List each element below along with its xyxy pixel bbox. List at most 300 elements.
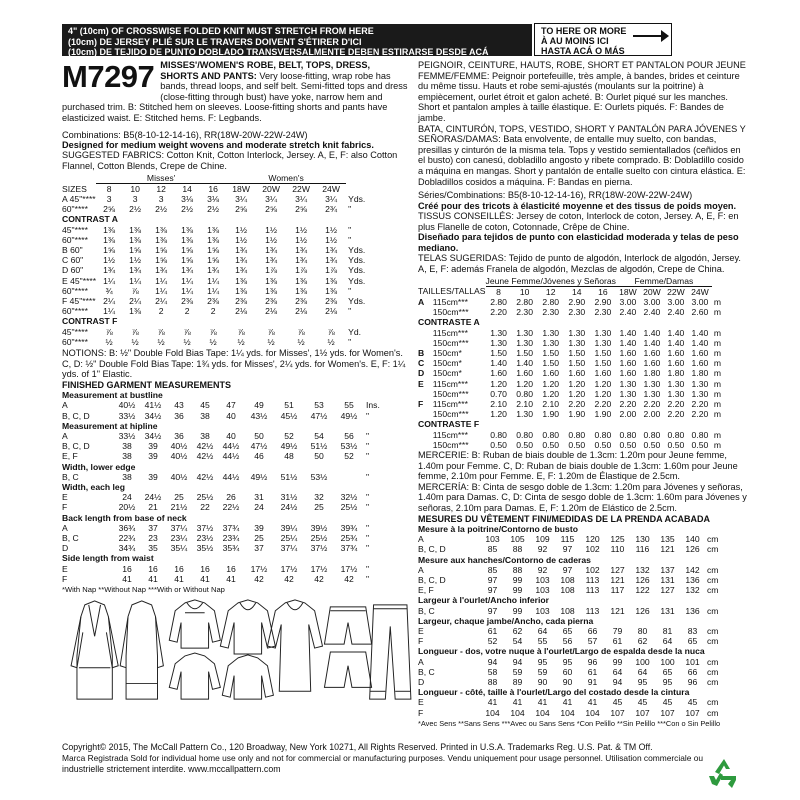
measurement-value: 41: [200, 573, 210, 584]
mesure-subheader: Mesure à la poitrine/Contorno de busto: [418, 523, 578, 534]
mesure-value: 80: [637, 625, 648, 636]
measurement-value: 25¼: [280, 533, 298, 544]
yardage-row: [62, 225, 365, 235]
metrage-unit: m: [713, 368, 722, 379]
measurement-value: 53: [314, 400, 324, 411]
pants-f-illustration: [370, 605, 411, 699]
mesure-subheader: Largeur, chaque jambe/Ancho, cada pierna: [418, 615, 594, 626]
yardage-value: 1½: [265, 234, 278, 245]
yardage-value: 1⅝: [207, 255, 220, 266]
metrage-value: 1.20: [594, 388, 612, 399]
yardage-unit: ": [348, 285, 352, 296]
metrage-value: 1.50: [594, 347, 612, 358]
mesure-value: 135: [660, 534, 675, 545]
mesure-value: 96: [587, 656, 598, 667]
metrage-value: 0.80: [691, 429, 709, 440]
metrage-value: 2.90: [568, 296, 586, 307]
metrage-value: 1.40: [490, 358, 507, 369]
yardage-value: 1½: [235, 234, 248, 245]
yardage-value: 1½: [265, 224, 278, 235]
yardage-value: 1⅝: [155, 255, 168, 266]
measurement-row: [62, 543, 380, 553]
mesure-value: 132: [685, 585, 700, 596]
yardage-value: 1⅜: [181, 224, 194, 235]
yardage-unit: ": [348, 204, 352, 215]
taille-header: 14: [572, 286, 582, 297]
yardage-value: 1¾: [265, 255, 278, 266]
measurement-value: 17½: [310, 563, 328, 574]
measurement-value: 49: [254, 400, 264, 411]
copyright-line: Copyright© 2015, The McCall Pattern Co., 120 Broadway, New York 10271, All Rights Reserved. Printed in U.S.A. Trademarks Reg. U.S. Pat. & TM Off.: [62, 742, 653, 752]
yardage-value: 1½: [325, 224, 338, 235]
yardage-value: 1⅝: [181, 244, 194, 255]
yardage-value: 2⅜: [265, 296, 278, 306]
yardage-value: 1⅝: [155, 244, 168, 255]
yardage-value: 2½: [207, 204, 220, 215]
yardage-row: [62, 286, 365, 296]
yardage-value: ½: [327, 336, 335, 347]
mesure-value: 108: [560, 605, 575, 616]
mesure-value: 65: [687, 636, 698, 647]
metrage-value: 1.50: [516, 347, 533, 358]
mesure-value: 81: [662, 625, 673, 636]
yardage-value: 1⅜: [325, 275, 338, 286]
mesure-row: [418, 667, 718, 677]
measurement-value: 21: [148, 502, 158, 513]
mesure-unit: cm: [707, 697, 719, 708]
measurement-value: 35½: [196, 543, 214, 554]
mesure-value: 57: [587, 636, 598, 647]
mesure-row: [418, 636, 718, 646]
metrage-value: 1.60: [691, 358, 709, 369]
metrage-value: 1.40: [619, 337, 637, 348]
metrage-value: 1.50: [542, 347, 560, 358]
measurement-value: 37½: [310, 543, 328, 554]
measurement-value: 25½: [196, 492, 214, 503]
mesure-value: 94: [512, 656, 523, 667]
yardage-value: 3: [132, 193, 138, 204]
mesure-value: 117: [610, 585, 625, 596]
metrage-value: 0.50: [594, 439, 612, 450]
mesure-label: B, C, D: [418, 544, 446, 555]
measurement-value: 38: [200, 431, 210, 442]
metrage-value: 1.40: [667, 327, 685, 338]
yardage-value: 2⅜: [325, 296, 338, 306]
measurement-value: 39: [148, 471, 158, 482]
size-header: 12: [156, 183, 166, 194]
yardage-value: 2: [184, 306, 190, 317]
mesure-unit: cm: [707, 625, 719, 636]
measurement-value: 43½: [250, 410, 268, 421]
metrage-value: 1.60: [619, 358, 637, 369]
metrage-view: A: [418, 296, 425, 307]
metrage-value: 0.80: [516, 388, 533, 399]
measurement-row: [62, 411, 380, 421]
taille-header: 12: [545, 286, 556, 297]
metrage-unit: m: [713, 347, 722, 358]
yardage-unit: Yds.: [348, 255, 366, 266]
yardage-value: 2⅜: [295, 296, 308, 306]
measurement-value: 52: [344, 451, 354, 462]
measurement-unit: ": [366, 431, 370, 442]
measurement-value: 52: [284, 431, 294, 442]
mesure-value: 97: [487, 585, 498, 596]
yardage-unit: Yds.: [348, 193, 366, 204]
yardage-value: ⅞: [131, 326, 139, 337]
yardage-value: 2⅛: [295, 306, 308, 317]
measurement-value: 51½: [310, 441, 328, 452]
measurement-value: 49½: [280, 441, 298, 452]
metrage-subheader: CONTRASTE A: [418, 317, 480, 328]
mesure-unit: cm: [707, 564, 719, 575]
mesure-subheader: Longueur - dos, votre nuque à l'ourlet/Largo de espalda desde la nuca: [418, 646, 705, 657]
measurement-unit: ": [366, 492, 370, 503]
metrage-width: 150cm***: [432, 409, 469, 420]
measurement-value: 36: [174, 410, 184, 421]
measurement-value: 45½: [280, 410, 298, 421]
measurement-label: D: [62, 543, 69, 554]
yardage-unit: Yd.: [348, 326, 362, 337]
mesure-row: [418, 606, 718, 616]
measurement-label: A: [62, 400, 68, 411]
stretch-gauge-box: [534, 23, 672, 56]
yardage-value: 2¾: [325, 204, 338, 215]
metrage-value: 1.20: [516, 378, 533, 389]
metrage-width: 150cm*: [432, 368, 462, 379]
website-line: industrielle strictement interdite. www.mccallpattern.com: [62, 764, 281, 774]
metrage-unit: m: [713, 296, 722, 307]
metrage-value: 1.90: [542, 409, 560, 420]
metrage-value: 1.20: [490, 378, 507, 389]
yardage-value: 3: [158, 193, 164, 204]
metrage-value: 0.50: [691, 439, 709, 450]
mesure-label: F: [418, 636, 424, 647]
metrage-value: 2.60: [691, 307, 709, 318]
measurement-value: 22½: [222, 502, 240, 513]
yardage-value: 1⅜: [265, 275, 278, 286]
taille-header: 22W: [667, 286, 685, 297]
measurement-value: 31: [254, 492, 264, 503]
yardage-value: 1¼: [181, 275, 194, 286]
mesure-value: 113: [585, 605, 600, 616]
mesure-row: [418, 697, 718, 707]
metrage-value: 2.20: [691, 409, 709, 420]
metrage-unit: m: [713, 409, 722, 420]
mesure-value: 92: [537, 564, 548, 575]
metrage-row: [418, 297, 721, 307]
measurement-value: 25: [254, 533, 264, 544]
metrage-value: 1.40: [619, 327, 637, 338]
yardage-label: D 60": [62, 265, 84, 276]
mesure-value: 100: [635, 656, 650, 667]
yardage-row: [62, 327, 365, 337]
mesure-value: 101: [685, 656, 700, 667]
yardage-value: 1⅝: [181, 255, 194, 266]
metrage-row: [418, 348, 721, 358]
yardage-value: 1⅜: [235, 285, 248, 296]
mesure-value: 91: [587, 676, 598, 687]
yardage-label: C 60": [62, 255, 84, 266]
measurement-value: 24: [122, 492, 132, 503]
notions: NOTIONS: B: ½" Double Fold Bias Tape: 1¼ yds. for Misses', 1½ yds. for Women's. C, D: ½" Double Fold Bias Tape: 1¾ yds. for Misses', 2¼ yds. for Women's. E, F: 1¼ yds. of 1" Elastic.: [62, 348, 406, 380]
yardage-value: 2⅝: [295, 204, 308, 215]
yardage-unit: Yds.: [348, 265, 366, 276]
mesure-value: 126: [635, 605, 650, 616]
metrage-value: 2.00: [619, 409, 637, 420]
yardage-unit: Yds.: [348, 296, 366, 306]
mesure-row: [418, 595, 718, 605]
metrage-value: 1.40: [667, 337, 685, 348]
mesure-value: 103: [535, 585, 550, 596]
mesure-label: B, C, D: [418, 574, 446, 585]
yardage-value: 1⅝: [129, 244, 142, 255]
measurement-value: 40½: [170, 471, 188, 482]
metrage-value: 1.20: [490, 409, 507, 420]
mesure-unit: cm: [707, 656, 719, 667]
mesure-row: [418, 565, 718, 575]
metrage-value: 0.80: [667, 429, 685, 440]
metrage-value: 1.30: [542, 327, 560, 338]
measurement-value: 37: [254, 543, 264, 554]
yardage-value: 2: [158, 306, 164, 317]
metrage-row: [418, 358, 721, 368]
mesure-unit: cm: [707, 534, 719, 545]
metrage-value: 3.00: [667, 296, 685, 307]
mesure-row: [418, 524, 718, 534]
metrage-view: [418, 389, 433, 399]
measurement-value: 23½: [196, 533, 214, 544]
measurement-value: 22¾: [118, 533, 136, 544]
metrage-value: 1.30: [516, 337, 533, 348]
measurement-row: [62, 441, 380, 451]
mesure-value: 132: [635, 564, 650, 575]
description-title: MISSES'/WOMEN'S ROBE, BELT, TOPS, DRESS, SHORTS AND PANTS:: [160, 60, 371, 81]
metrage-value: 1.50: [542, 358, 560, 369]
mesure-value: 62: [512, 625, 523, 636]
measurement-value: 26: [226, 492, 236, 503]
mesure-value: 58: [487, 666, 498, 677]
yardage-value: 1⅞: [295, 265, 308, 276]
yardage-value: ⅞: [209, 326, 217, 337]
metrage-row: [418, 379, 721, 389]
yardage-value: 1½: [295, 234, 308, 245]
measurement-value: 16: [148, 563, 158, 574]
measurement-value: 24½: [280, 502, 298, 513]
yardage-value: 1¾: [235, 244, 248, 255]
yardage-value: 2⅜: [235, 296, 248, 306]
to-here-line: HASTA ACÁ O MÁS: [541, 46, 625, 57]
mesure-value: 107: [685, 707, 700, 718]
taille-header: 24W: [691, 286, 709, 297]
mesure-value: 136: [685, 605, 700, 616]
mesure-subheader: Longueur - côté, taille à l'ourlet/Largo del costado desde la cintura: [418, 687, 690, 698]
metrage-value: 1.30: [619, 388, 637, 399]
metrage-value: 1.60: [643, 358, 661, 369]
finished-measurements-table: [62, 390, 380, 584]
yardage-value: 2¼: [103, 296, 116, 306]
measurement-value: 16: [200, 563, 210, 574]
mesure-label: B, C: [418, 605, 435, 616]
telas-sugeridas: TELAS SUGERIDAS: Tejido de punto de algodón, Interlock de algodón, Jersey. A, E, F: además Franela de algodón, Mezclas de algodón, Crepe de China.: [418, 253, 741, 274]
metrage-value: 2.30: [568, 307, 586, 318]
metrage-width: 150cm***: [432, 337, 469, 348]
metrage-value: 1.60: [516, 368, 533, 379]
mesure-value: 88: [512, 544, 523, 555]
measurement-unit: ": [366, 441, 370, 452]
measurement-value: 38: [122, 441, 132, 452]
mesure-label: F: [418, 707, 424, 718]
yardage-table: [62, 173, 365, 347]
unit-col: [712, 286, 721, 297]
yardage-value: 1⅜: [155, 224, 168, 235]
metrage-value: 0.50: [568, 439, 586, 450]
mesure-value: 83: [687, 625, 698, 636]
yardage-value: 2⅛: [235, 306, 248, 317]
measurement-value: 39: [254, 522, 264, 533]
measurement-value: 44½: [222, 471, 240, 482]
metrage-value: 1.20: [568, 378, 586, 389]
yardage-value: 2⅜: [181, 296, 194, 306]
measurement-value: 50: [314, 451, 324, 462]
measurement-value: 21½: [170, 502, 188, 513]
measurement-value: 20½: [118, 502, 136, 513]
mesure-value: 126: [685, 544, 700, 555]
measurement-value: 37¾: [222, 522, 240, 533]
metrage-width: 115cm***: [432, 398, 468, 409]
metrage-value: 1.30: [667, 378, 685, 389]
measurement-value: 25½: [310, 533, 328, 544]
measurement-value: 39¾: [340, 522, 358, 533]
metrage-value: 1.60: [667, 358, 685, 369]
metrage-value: 2.10: [516, 398, 533, 409]
yardage-value: 2½: [181, 204, 194, 215]
metrage-width: 115cm***: [432, 327, 468, 338]
measurement-value: 45: [200, 400, 210, 411]
measurement-value: 17½: [340, 563, 358, 574]
metrage-unit: m: [713, 327, 722, 338]
measurement-value: 53½: [340, 441, 358, 452]
mesure-value: 79: [612, 625, 623, 636]
banner-line: (10cm) DE TEJIDO DE PUNTO DOBLADO TRANSVERSALMENTE DEBEN ESTIRARSE DESDE ACÁ: [68, 47, 489, 58]
measurement-value: 17½: [250, 563, 268, 574]
mesure-value: 66: [687, 666, 698, 677]
measurement-value: 39: [148, 441, 158, 452]
taille-header: 8: [496, 286, 501, 297]
to-here-line: TO HERE OR MORE: [541, 26, 627, 36]
measurement-label: E, F: [62, 451, 78, 462]
metrage-value: 0.50: [643, 439, 661, 450]
yardage-value: ⅞: [157, 326, 165, 337]
metrage-row: [418, 328, 721, 338]
metrage-value: 1.30: [568, 337, 586, 348]
yardage-label: E 45"****: [62, 275, 97, 286]
metrage-value: 1.60: [490, 368, 507, 379]
french-spanish-column: [418, 60, 750, 729]
metrage-value: 1.40: [691, 327, 709, 338]
garment-illustrations: [62, 597, 417, 707]
yardage-row: [62, 316, 365, 326]
measurement-value: 55: [344, 400, 354, 411]
measurement-value: 38: [122, 451, 132, 462]
yardage-value: 1¾: [325, 255, 338, 266]
taille-header: 10: [519, 286, 530, 297]
yardage-value: 1¼: [207, 285, 220, 296]
yardage-value: 2⅜: [207, 296, 220, 306]
measurement-value: 40½: [170, 441, 188, 452]
metrage-value: 2.20: [667, 398, 685, 409]
mesure-value: 61: [587, 666, 598, 677]
yardage-value: 2¼: [129, 296, 142, 306]
mesure-value: 136: [685, 574, 700, 585]
measurement-value: 34½: [144, 410, 162, 421]
metrage-view: [418, 307, 433, 317]
yardage-value: 1⅞: [265, 265, 278, 276]
mesure-value: 103: [485, 534, 500, 545]
yardage-value: 1¾: [265, 244, 278, 255]
banner-line: 4" (10cm) OF CROSSWISE FOLDED KNIT MUST STRETCH FROM HERE: [68, 26, 374, 36]
mesure-value: 127: [610, 564, 625, 575]
mesure-value: 54: [512, 636, 523, 647]
measurement-value: 41: [174, 573, 184, 584]
mesure-row: [418, 657, 718, 667]
sizes-label: SIZES: [62, 183, 87, 194]
measurement-row: [62, 451, 380, 461]
measurement-value: 47: [226, 400, 236, 411]
yardage-value: 2⅝: [235, 204, 248, 215]
robe-illustration: [71, 601, 118, 699]
mesure-row: [418, 575, 718, 585]
metrage-value: 2.30: [542, 307, 560, 318]
measurement-subheader: Side length from waist: [62, 553, 154, 564]
mesures-table: [418, 524, 718, 718]
mercerie: MERCERIE: B: Ruban de biais double de 1.3cm: 1.20m pour Jeune femme, 1.40m pour Femme. C, D: Ruban de biais double de 1.3cm: 1.60m pour Jeune femme, 2.10m pour Femme. E, F: 1.20m de Élastique de 2.5cm.: [418, 449, 738, 482]
metrage-unit: m: [713, 398, 722, 409]
taille-header: 20W: [643, 286, 661, 297]
misses-group: Misses': [96, 173, 226, 184]
mesure-value: 85: [487, 564, 498, 575]
mesure-value: 52: [487, 636, 498, 647]
mesure-unit: cm: [707, 574, 719, 585]
yardage-value: ¾: [105, 285, 113, 296]
mesure-value: 126: [635, 574, 650, 585]
measurement-value: 38: [200, 410, 210, 421]
mesure-value: 99: [512, 585, 523, 596]
yardage-subheader: CONTRAST F: [62, 316, 118, 327]
mesure-label: A: [418, 656, 424, 667]
metrage-value: 2.30: [516, 307, 533, 318]
measurement-value: 23¼: [170, 533, 188, 544]
mesure-value: 60: [562, 666, 573, 677]
mesure-value: 88: [487, 676, 498, 687]
measurement-value: 32½: [340, 492, 358, 503]
measurement-label: B, C, D: [62, 441, 90, 452]
metrage-value: 1.20: [594, 378, 612, 389]
metrage-unit: m: [713, 358, 722, 369]
yardage-value: 2½: [155, 204, 168, 215]
measurement-label: F: [62, 502, 68, 513]
mesure-row: [418, 687, 718, 697]
measurement-value: 40½: [170, 451, 188, 462]
measurement-value: 42: [254, 573, 264, 584]
metrage-value: 1.60: [542, 368, 560, 379]
yardage-value: 1¾: [235, 255, 248, 266]
measurement-subheader: Width, each leg: [62, 482, 125, 493]
measurement-label: B, C: [62, 533, 79, 544]
metrage-value: 0.80: [490, 429, 507, 440]
metrage-view: D: [418, 368, 425, 379]
to-here-line: À AU MOINS ICI: [541, 36, 609, 47]
measurement-value: 25½: [340, 502, 358, 513]
